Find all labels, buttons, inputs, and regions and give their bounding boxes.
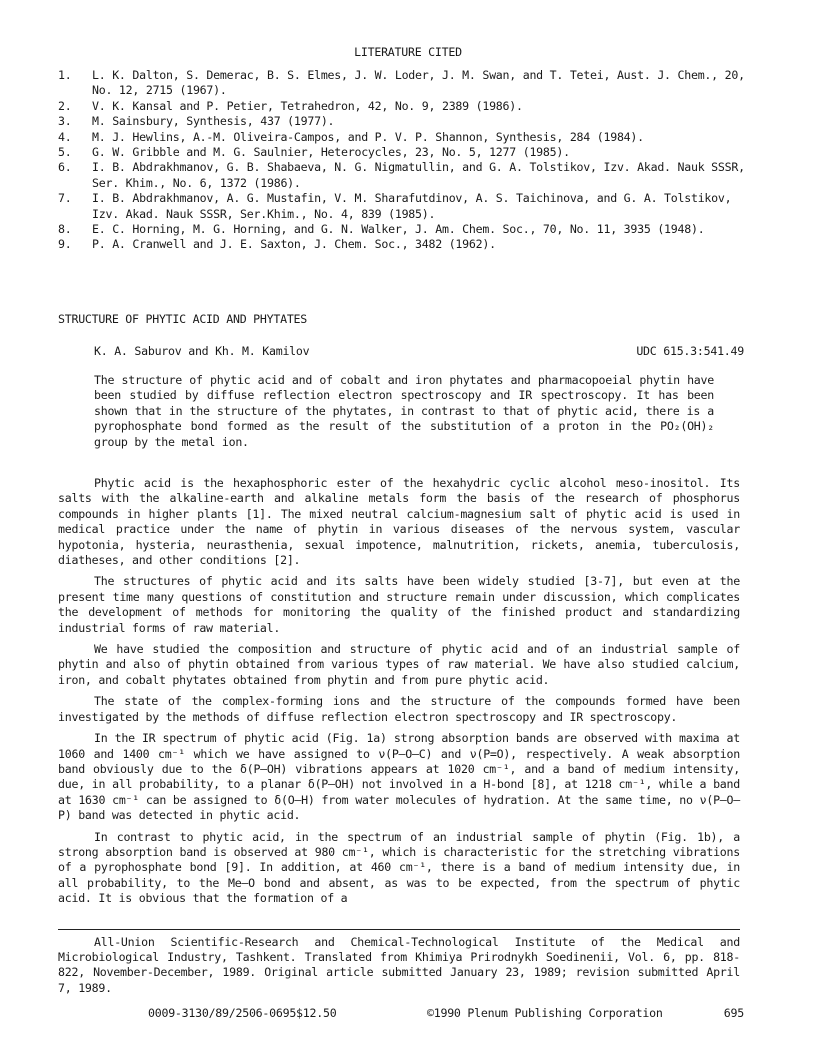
body-paragraph: We have studied the composition and structure of phytic acid and of an industrial sample of phytin and also of phytin obtained from various types of raw material. We have also studied calcium, iron, and cobalt phytates obtained from phytin and from pure phytic acid. [58,642,740,687]
reference-item [58,68,748,99]
reference-text: L. K. Dalton, S. Demerac, B. S. Elmes, J. W. Loder, J. M. Swan, and T. Tetei, Aust. J. Chem., 20, No. 12, 2715 (1967). [92,68,745,98]
reference-text: G. W. Gribble and M. G. Saulnier, Heterocycles, 23, No. 5, 1277 (1985). [92,145,570,160]
body-paragraph: The structures of phytic acid and its salts have been widely studied [3-7], but even at the present time many questions of constitution and structure remain under discussion, which complicates the development of methods for monitoring the quality of the finished product and standardizing industrial forms of raw material. [58,574,740,635]
reference-number: 4. [58,129,72,144]
article-abstract: The structure of phytic acid and of cobalt and iron phytates and pharmacopoeial phytin have been studied by diffuse reflection electron spectroscopy and IR spectroscopy. It has been shown that in the structure of the phytates, in contrast to that of phytic acid, there is a pyrophosphate bond formed as the result of the substitution of a proton in the PO₂(OH)₂ group by the metal ion. [94,373,714,449]
reference-item [58,222,748,237]
article-authors: K. A. Saburov and Kh. M. Kamilov [94,344,310,358]
reference-text: M. Sainsbury, Synthesis, 437 (1977). [92,114,335,129]
body-paragraph: In the IR spectrum of phytic acid (Fig. 1a) strong absorption bands are observed with maxima at 1060 and 1400 cm⁻¹ which we have assigned to ν(P–O–C) and ν(P=O), respectively. A weak absorption band obviously due to the δ(P–OH) vibrations appears at 1020 cm⁻¹, and a band of medium intensity, due, in all probability, to a planar δ(P–OH) not involved in a H-bond [8], at 1218 cm⁻¹, while a band at 1630 cm⁻¹ can be assigned to δ(O–H) from water molecules of hydration. At the same time, no ν(P–O–P) band was detected in phytic acid. [58,731,740,823]
reference-text: V. K. Kansal and P. Petier, Tetrahedron, 42, No. 9, 2389 (1986). [92,98,523,113]
literature-cited-heading: LITERATURE CITED [354,45,462,59]
reference-item [58,191,748,222]
article-body [58,476,740,913]
body-paragraph: In contrast to phytic acid, in the spectrum of an industrial sample of phytin (Fig. 1b), a strong absorption band is observed at 980 cm⁻¹, which is characteristic for the stretching vibrations of a pyrophosphate bond [9]. In addition, at 460 cm⁻¹, there is a band of medium intensity due, in all probability, to the Me–O bond and absent, as was to be expected, from the spectrum of phytic acid. It is obvious that the formation of a [58,829,740,906]
reference-number: 6. [58,160,72,175]
article-title: STRUCTURE OF PHYTIC ACID AND PHYTATES [58,312,308,326]
issn-price-code: 0009-3130/89/2506-0695$12.50 [148,1006,337,1020]
reference-number: 7. [58,191,72,206]
affiliation-footnote: All-Union Scientific-Research and Chemical-Technological Institute of the Medical and Microbiological Industry, Tashkent. Translated from Khimiya Prirodnykh Soedinenii, Vol. 6, pp. 818-822, November-December, 1989. Original article submitted January 23, 1989; revision submitted April 7, 1989. [58,935,740,995]
page-number: 695 [723,1006,744,1020]
publication-footer [0,1006,816,1024]
reference-text: E. C. Horning, M. G. Horning, and G. N. Walker, J. Am. Chem. Soc., 70, No. 11, 3935 (1948). [92,222,705,237]
reference-number: 1. [58,68,72,82]
reference-list [58,68,748,253]
reference-item [58,114,748,129]
reference-number: 3. [58,114,72,129]
reference-item [58,237,748,252]
reference-item [58,145,748,160]
udc-code: UDC 615.3:541.49 [636,344,744,358]
reference-number: 8. [58,222,72,237]
reference-item [58,160,748,191]
reference-item [58,130,748,145]
reference-item [58,99,748,114]
footnote-divider [58,929,740,930]
reference-text: I. B. Abdrakhmanov, A. G. Mustafin, V. M. Sharafutdinov, A. S. Taichinova, and G. A. Tolstikov, Izv. Akad. Nauk SSSR, Ser.Khim., No. 4, 839 (1985). [92,191,732,221]
copyright-notice: ©1990 Plenum Publishing Corporation [427,1006,663,1020]
body-paragraph: Phytic acid is the hexaphosphoric ester of the hexahydric cyclic alcohol meso-inositol. Its salts with the alkaline-earth and alkaline metals form the basis of the research of phosphorus compounds in higher plants [1]. The mixed neutral calcium-magnesium salt of phytic acid is used in medical practice under the name of phytin in various diseases of the nervous system, vascular hypotonia, hysteria, neurasthenia, sexual impotence, malnutrition, rickets, anemia, tuberculosis, diatheses, and other conditions [2]. [58,476,740,568]
reference-text: I. B. Abdrakhmanov, G. B. Shabaeva, N. G. Nigmatullin, and G. A. Tolstikov, Izv. Akad. Nauk SSSR, Ser. Khim., No. 6, 1372 (1986). [92,160,745,190]
body-paragraph: The state of the complex-forming ions and the structure of the compounds formed have been investigated by the methods of diffuse reflection electron spectroscopy and IR spectroscopy. [58,694,740,724]
reference-text: P. A. Cranwell and J. E. Saxton, J. Chem. Soc., 3482 (1962). [92,237,496,252]
reference-text: M. J. Hewlins, A.-M. Oliveira-Campos, and P. V. P. Shannon, Synthesis, 284 (1984). [92,129,644,144]
reference-number: 9. [58,237,72,252]
reference-number: 2. [58,98,72,113]
reference-number: 5. [58,145,72,160]
